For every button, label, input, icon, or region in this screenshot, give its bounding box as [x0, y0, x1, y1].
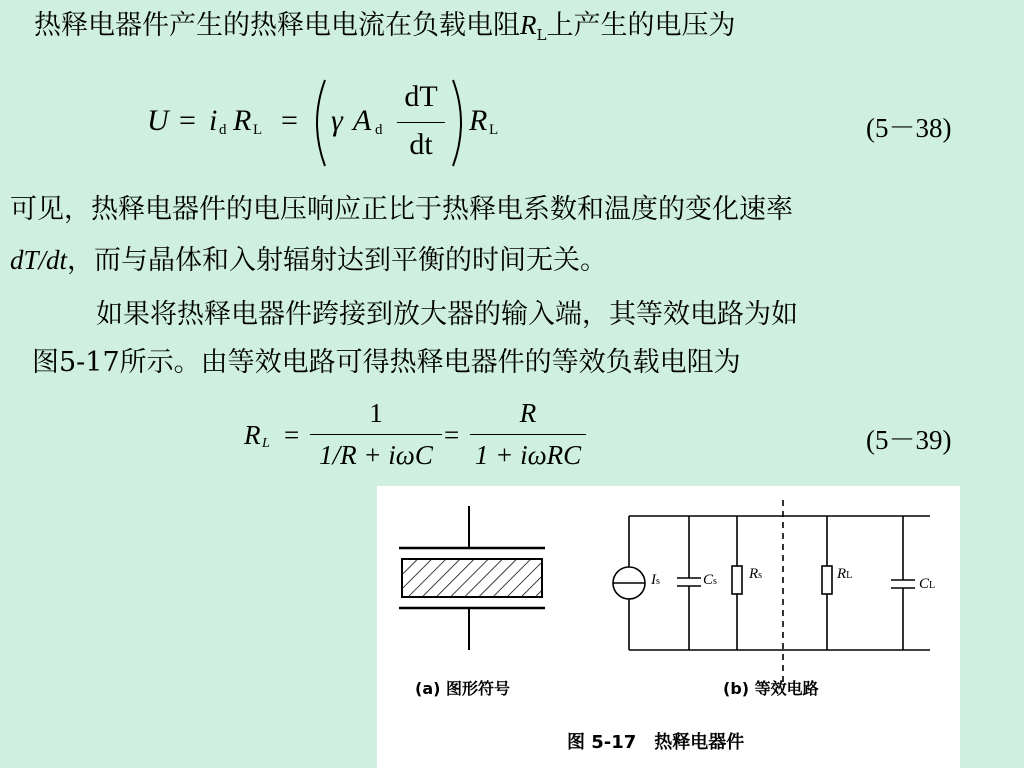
paragraph-2-line-2	[10, 243, 607, 278]
eq39-frac2-bar	[470, 434, 586, 435]
equivalent-circuit	[613, 500, 930, 686]
eq38-lhs: U	[147, 104, 169, 137]
eq39-frac1-bar	[310, 434, 442, 435]
eq39-frac1-den: 1/R + iωC	[319, 440, 433, 470]
paragraph-3-line-2: 图5-17所示。由等效电路可得热释电器件的等效负载电阻为	[32, 347, 741, 378]
left-paren-icon	[307, 76, 329, 170]
label-cs: Cs	[703, 572, 717, 588]
eq38-a-sub: d	[375, 122, 383, 138]
symbol-r-sub: L	[536, 26, 547, 44]
pyroelectric-symbol	[399, 506, 545, 650]
dT-dt: dT/dt	[10, 245, 68, 275]
label-is: Is	[651, 572, 660, 588]
eq39-frac1-num: 1	[369, 398, 383, 428]
paragraph-1	[34, 8, 735, 52]
paragraph-1-text: 热释电器件产生的热释电电流在负载电阻	[34, 10, 520, 41]
label-cl: CL	[919, 576, 936, 592]
eq38-a: A	[353, 104, 372, 137]
label-rs: Rs	[749, 566, 763, 582]
equation-5-38: U = i d R L = γ A d dT dt R L	[147, 76, 547, 170]
paragraph-1-tail: 上产生的电压为	[546, 10, 736, 41]
caption-b: (b) 等效电路	[723, 679, 819, 698]
paragraph-2-text: ，而与晶体和入射辐射达到平衡的时间无关。	[67, 245, 608, 276]
eq38-r-sub: L	[253, 122, 263, 138]
eq38-i: i	[209, 104, 218, 137]
eq38-r2: R	[469, 104, 488, 137]
symbol-r: R	[520, 10, 537, 40]
label-rl: RL	[837, 566, 853, 582]
eq39-lhs-sub: L	[262, 436, 270, 451]
right-paren-icon	[449, 76, 471, 170]
figure-drawing	[377, 486, 960, 768]
eq39-frac2-num: R	[519, 398, 537, 428]
eq39-frac2-den: 1 + iωRC	[474, 440, 582, 470]
eq38-r2-sub: L	[489, 122, 499, 138]
equation-number-5-38: (5－38)	[866, 113, 952, 143]
figure-title: 图 5-17 热释电器件	[567, 732, 745, 753]
caption-a: (a) 图形符号	[415, 679, 510, 698]
eq38-gamma: γ	[331, 104, 343, 137]
eq38-numerator: dT	[404, 80, 438, 113]
figure-5-17	[377, 486, 960, 768]
paragraph-2-line-1: 可见，热释电器件的电压响应正比于热释电系数和温度的变化速率	[10, 194, 793, 225]
eq38-r: R	[233, 104, 252, 137]
eq38-i-sub: d	[219, 122, 227, 138]
eq39-lhs: R	[244, 420, 261, 450]
eq38-fraction-bar	[397, 122, 445, 123]
eq38-denominator: dt	[409, 128, 433, 161]
equation-5-39: R L = 1 1/R + iωC = R 1 + iωRC	[244, 398, 604, 474]
equation-number-5-39: (5－39)	[866, 425, 952, 455]
paragraph-3-line-1: 如果将热释电器件跨接到放大器的输入端，其等效电路为如	[96, 299, 798, 330]
